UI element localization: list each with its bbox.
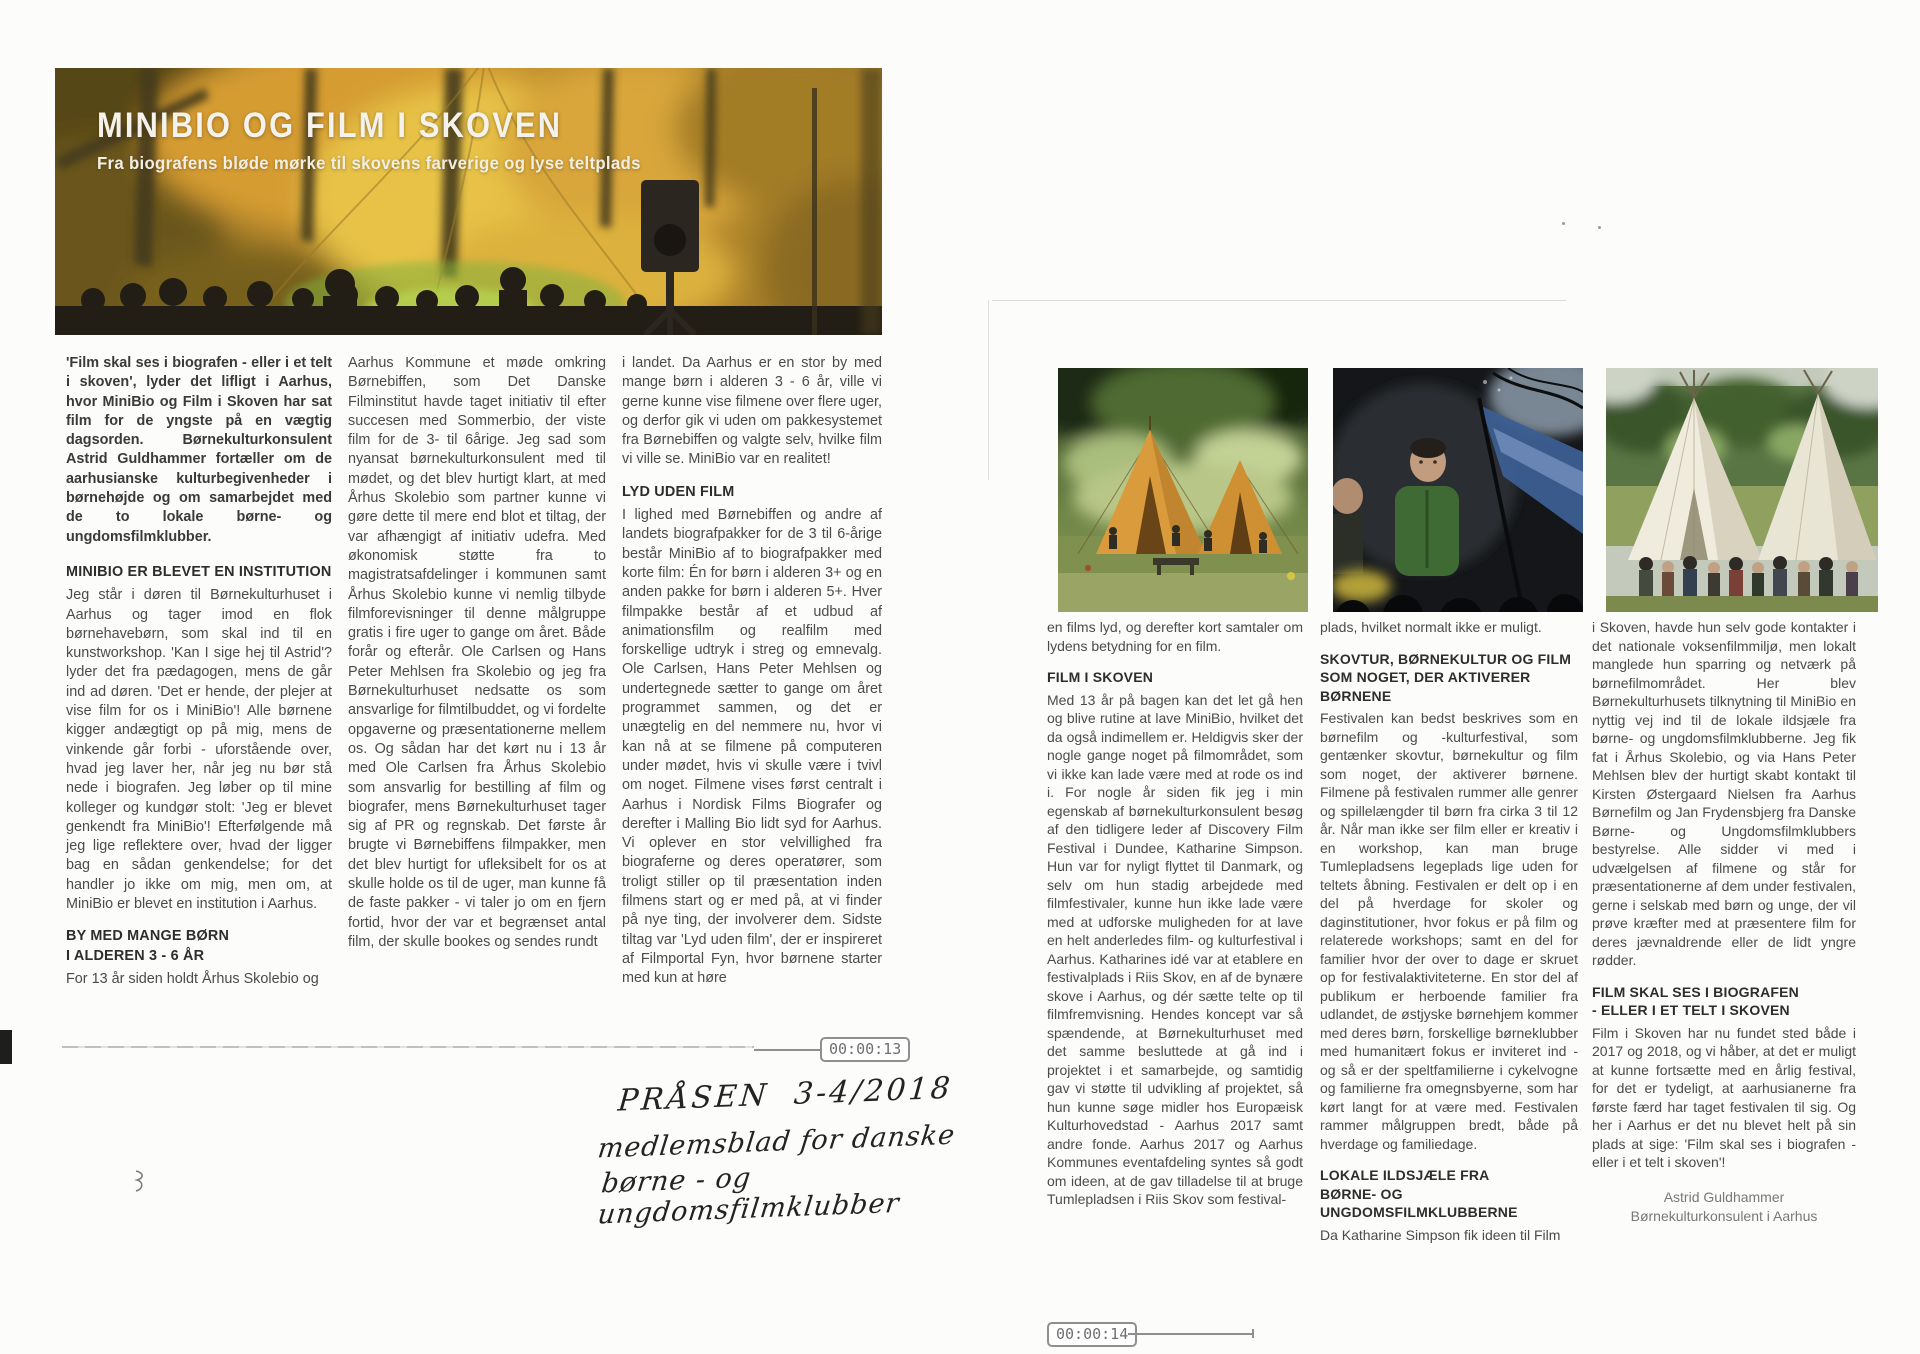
paragraph: i landet. Da Aarhus er en stor by med mange børn i alderen 3 - 6 år, ville vi gerne kunne vise filmene over flere uger, og derfor gik vi uden om pakkesystemet fra Børnebiffen og valgte selv, hvilke film vi ville se. MiniBio var en realitet! bbox=[622, 355, 882, 468]
scan-artifact-page-edge bbox=[992, 300, 1566, 301]
timecode-line bbox=[754, 1049, 820, 1051]
signature-title: Børnekulturkonsulent i Aarhus bbox=[1630, 1207, 1818, 1224]
section-heading: SKOVTUR, BØRNEKULTUR OG FILM bbox=[1320, 650, 1572, 667]
right-column-3 bbox=[1592, 618, 1856, 1226]
timecode-badge bbox=[820, 1037, 910, 1062]
scan-artifact-page-edge bbox=[988, 300, 989, 480]
section-heading: SOM NOGET, DER AKTIVERER BØRNENE bbox=[1320, 669, 1531, 704]
scan-artifact-speck bbox=[1598, 226, 1601, 229]
timecode-value: 00:00:14 bbox=[1056, 1325, 1129, 1343]
photo-white-teepees bbox=[1606, 368, 1878, 612]
timecode-line bbox=[1128, 1333, 1252, 1335]
paragraph: Med 13 år på bagen kan det let gå hen og blive rutine at lave MiniBio, hvilket det da også indimellem er. Heldigvis sker der nogle gange noget på filmområdet, som vi ikke kan lade være med at rode os ind i. For nogle år siden fik jeg i min egenskab af børnekulturkonsulent besøg af den tidligere leder af Discovery Film Festival i Dundee, Katharine Simpson. Hun var for nyligt flyttet til Danmark, og selv om hun stadig arbejdede med filmfestivaler, kunne hun ikke lade være med at udforske muligheden for at lave en helt anderledes film- og kulturfestival i Aarhus. Katharines idé var at etablere en festivalplads i Riis Skov, en af de bynære skove i Aarhus, og dér sætte telte op til filmfremvisning. Hendes koncept var så spændende, at Børnekulturhuset med det samme besluttede at gå ind i projektet i et samarbejde, og samtidig gav vi støtte til udvikling af projektet, så hun kunne søge midler hos Europæisk Kulturhovedstad - Aarhus 2017 samt andre fonde. Aarhus 2017 og Aarhus Kommunes eventafdeling syntes så godt om ideen, at de gav tilladelse til at bruge Tumlepladsen i Riis Skov som festival- bbox=[1047, 691, 1303, 1207]
handwriting-line: PRÅSEN 3-4/2018 bbox=[616, 1070, 955, 1119]
section-heading: MINIBIO ER BLEVET EN INSTITUTION bbox=[66, 563, 332, 580]
left-column-2 bbox=[348, 354, 606, 962]
paragraph: Jeg står i døren til Børnekulturhuset i Aarhus og tager imod en flok børnehavebørn, som skal ind til en kunstworkshop. 'Kan I sige hej til Astrid'? lyder det fra pædagogen, mens de går ind ad døren. 'Det er hende, der plejer at vise film for os i MiniBio'! Alle børnene kigger andægtigt op på mig, mens de vinkende går forbi - uforstående over, hvad jeg laver her, når jeg nu bør stå nede i biografen. Jeg løber op til mine kolleger og kundgør stolt: 'Jeg er blevet genkendt fra MiniBio'! Efterfølgende må jeg lige reflektere over, hvad der ligger bag en sådan genkendelse; for det handler jo ikke om mig, men om, at MiniBio er blevet en institution i Aarhus. bbox=[66, 587, 332, 913]
hero-photo-tent-interior bbox=[55, 68, 882, 335]
section-heading: LYD UDEN FILM bbox=[622, 483, 735, 500]
paragraph: Da Katharine Simpson fik ideen til Film bbox=[1320, 1226, 1561, 1243]
article-subtitle: Fra biografens bløde mørke til skovens farverige og lyse teltplads bbox=[97, 153, 641, 173]
paragraph: en films lyd, og derefter kort samtaler om lydens betydning for en film. bbox=[1047, 619, 1303, 654]
scan-artifact-edge-mark bbox=[0, 1030, 12, 1064]
paragraph: i Skoven, havde hun selv gode kontakter i det nationale voksenfilmmiljø, men lokalt manglede hun sparring og netværk på børnefilmområdet. Her blev Børnekulturhusets tilknytning til MiniBio en nyttig vej ind til de lokale ildsjæle fra børne- og ungdomsfilmklubberne. Jeg fik fat i Århus Skolebio, og via Hans Peter Mehlsen blev der hurtigt skabt kontakt til Kirsten Østergaard Nielsen fra Aarhus Børnefilm og Jan Frydensbjerg fra Danske Børne- og Ungdomsfilmklubbers bestyrelse. Alle sidder vi med i udvælgelsen af filmene og står for præsentationerne af dem under festivalen, gerne i selskab med børn og unge, der vil prøve kræfter med at præsentere film for deres jævnaldrende eller de lidt yngre rødder. bbox=[1592, 619, 1856, 968]
section-heading: FILM SKAL SES I BIOGRAFEN bbox=[1592, 983, 1799, 1000]
section-heading: LOKALE ILDSJÆLE FRA bbox=[1320, 1167, 1490, 1183]
timecode-value: 00:00:13 bbox=[829, 1040, 902, 1058]
paragraph: I lighed med Børnebiffen og andre af landets biografpakker for de 3 til 6-årige består MiniBio af to biografpakker med korte film: Én for børn i alderen 3+ og en anden pakke for børn i alderen 5+. Hver filmpakke består af et udbud af animationsfilm og realfilm med forskellige udtryk i streg og emnevalg. Ole Carlsen, Hans Peter Mehlsen og undertegnede sætter to gange om året programmet sammen, og det er unægtelig en del nemmere nu, hvor vi kan nå at se filmene på computeren under mødet, hvis vi skulle være i tvivl om noget. Filmene vises først centralt i Aarhus i Nordisk Films Biografer og derefter i Malling Bio lidt syd for Aarhus. Vi oplever en stor velvillighed fra biograferne og deres operatører, som troligt stiller op til præsentation inden filmens start og er med på, at vi finder på nye ting, der involverer dem. Sidste tiltag var 'Lyd uden film', der er inspireret af Filmportal Fyn, hvor børnene starter med kun at høre bbox=[622, 507, 882, 987]
paragraph: For 13 år siden holdt Århus Skolebio og bbox=[66, 970, 319, 987]
section-heading: BY MED MANGE BØRN bbox=[66, 928, 230, 945]
paragraph: Festivalen kan bedst beskrives som en børnefilm og -kulturfestival, som gentænker skovtur, børnekultur og film som noget, der aktiverer børnene. Filmene på festivalen rummer alle genrer og spillelængder til børn fra cirka 3 til 12 år. Når man ikke ser film eller er kreativ i en workshop, kan man bruge Tumlepladsens legeplads lige uden for teltets åbning. Festivalen er delt op i en del på hverdage for skoler og daginstitutioner, hvor fokus er på film og relaterede workshops; samt en del for familier hvor der over to dage er skruet op for festivalaktiviteterne. En stor del af publikum er herboende familier fra udlandet, de østjyske børnehjem kommer med deres børn, forskellige børneklubber med humanitært fokus er inviteret ind - og så er der speltfamilierne i cykelvogne og familierne fra omegnsbyerne, som har kørt langt for at være med. Festivalen rammer målgruppen bredt, både på hverdage og familiedage. bbox=[1320, 710, 1578, 1152]
signature bbox=[1592, 1188, 1856, 1226]
left-column-3 bbox=[622, 354, 882, 999]
scan-artifact-speck bbox=[1562, 222, 1565, 225]
photo-night-audience bbox=[1333, 368, 1583, 612]
scan-artifact-pen-mark bbox=[132, 1168, 148, 1194]
left-column-1 bbox=[66, 354, 332, 999]
article-title: MINIBIO OG FILM I SKOVEN bbox=[97, 106, 563, 145]
paragraph: plads, hvilket normalt ikke er muligt. bbox=[1320, 619, 1542, 635]
lede-paragraph: 'Film skal ses i biografen - eller i et telt i skoven', lyder det lifligt i Aarhus, hvor MiniBio og Film i Skoven har sat film for de yngste på en vægtig dagsorden. Børnekulturkonsulent Astrid Guldhammer fortæller om de aarhusianske kulturbegivenheder i børnehøjde og om samarbejdet med de to lokale børne- og ungdomsfilmklubber. bbox=[66, 355, 332, 545]
timecode-badge bbox=[1047, 1322, 1137, 1347]
photo-forest-tents bbox=[1058, 368, 1308, 612]
section-heading: I ALDEREN 3 - 6 ÅR bbox=[66, 947, 205, 964]
timecode-line-tick bbox=[1252, 1329, 1254, 1338]
right-column-1 bbox=[1047, 618, 1303, 1219]
handwriting-line: børne - og ungdomsfilmklubber bbox=[596, 1162, 902, 1231]
right-column-2 bbox=[1320, 618, 1578, 1254]
section-heading: BØRNE- OG UNGDOMSFILMKLUBBERNE bbox=[1320, 1185, 1518, 1220]
paragraph: Aarhus Kommune et møde omkring Børnebiffen, som Det Danske Filminstitut havde taget initiativ til efter succesen med Sommerbio, der viste film for de 3- til 6årige. Jeg sad som nyansat børnekulturkonsulent med til mødet, og det blev hurtigt klart, at med Århus Skolebio som partner kunne vi gøre dette til mere end blot et tiltag, der var afhængigt af initiativ udefra. Med økonomisk støtte fra to magistratsafdelinger i kommunen samt Århus Skolebio kunne vi nemlig tilbyde filmforevisninger til denne målgruppe gratis i fire uger to gange om året. Både forår og efterår. Ole Carlsen og Hans Peter Mehlsen fra Skolebio og jeg fra Børnekulturhuset nedsatte os som ansvarlige for filmtilbuddet, og vi fordelte opgaverne og præsentationerne mellem os. Og sådan har det kørt nu i 13 år med Ole Carlsen fra Århus Skolebio som ansvarlig for bestilling af film og biografer, mens Børnekulturhuset tager sig af PR og regnskab. Det første år brugte vi Børnebiffens filmpakker, men det blev hurtigt for ufleksibelt for os at skulle holde os til de uger, man kunne få de faste pakker - vi taler jo om en fjern fortid, hvor der var et begrænset antal film, der skulle bookes og sendes rundt bbox=[348, 355, 606, 950]
signature-name: Astrid Guldhammer bbox=[1663, 1188, 1785, 1205]
paragraph: Film i Skoven har nu fundet sted både i 2017 og 2018, og vi håber, at det er muligt at kunne fortsætte med en årlig festival, for det er tydeligt, at aarhusianerne fra første færd har taget festivalen til sig. Og her i Aarhus er det nu blevet helt på sin plads at sige: 'Film skal ses i biografen - eller i et telt i skoven'! bbox=[1592, 1024, 1856, 1170]
handwritten-note bbox=[595, 1068, 1040, 1231]
section-heading: FILM I SKOVEN bbox=[1047, 669, 1154, 685]
handwriting-line: medlemsblad for danske bbox=[595, 1119, 957, 1165]
section-heading: - ELLER I ET TELT I SKOVEN bbox=[1592, 1002, 1790, 1018]
page-footer-rule bbox=[62, 1046, 754, 1048]
